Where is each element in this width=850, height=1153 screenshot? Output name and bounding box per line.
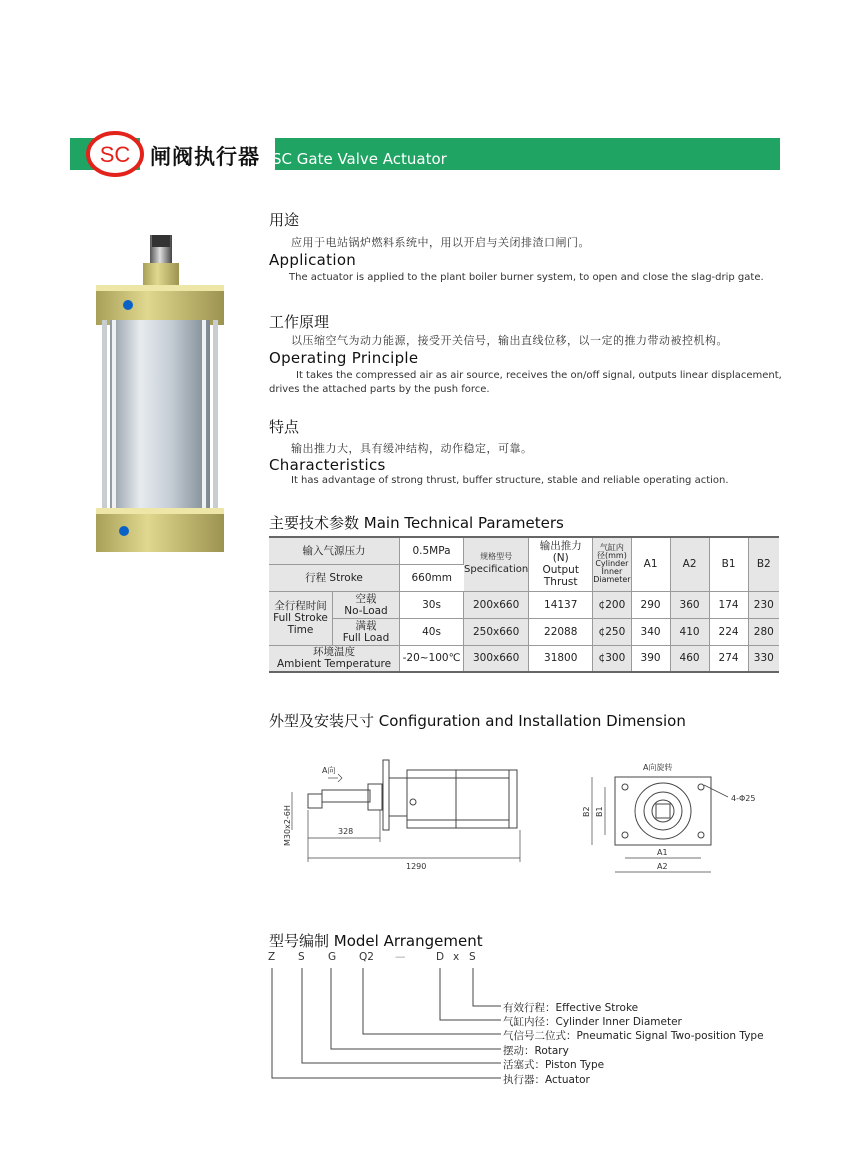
- dimension-title: 外型及安装尺寸 Configuration and Installation Dimension: [269, 712, 686, 730]
- params-table: [269, 536, 779, 673]
- model-line-rotary: 摆动：Rotary: [503, 1045, 569, 1057]
- row2-a1: 340: [631, 618, 670, 645]
- bolt-hole: [698, 784, 704, 790]
- dim-b1: B1: [595, 806, 604, 817]
- logo-text: SC: [99, 142, 131, 167]
- flange-outer-circle: [635, 783, 691, 839]
- a1-header: A1: [631, 537, 670, 591]
- page-title-cn: 闸阀执行器: [150, 145, 260, 169]
- noload-label: [333, 591, 400, 618]
- row2-a2: 410: [670, 618, 709, 645]
- a2-header: A2: [670, 537, 709, 591]
- bolt-hole: [622, 784, 628, 790]
- row2-diameter: ¢250: [593, 618, 631, 645]
- temp-value: -20~100℃: [400, 645, 464, 672]
- stroke-value: 660mm: [400, 564, 464, 591]
- model-line-diameter: 气缸内径：Cylinder Inner Diameter: [503, 1016, 682, 1028]
- row2-b1: 224: [709, 618, 748, 645]
- row1-b1: 174: [709, 591, 748, 618]
- diameter-header-en2: Inner: [601, 567, 623, 577]
- characteristics-text-en: It has advantage of strong thrust, buffer structure, stable and reliable operating action.: [291, 475, 729, 486]
- noload-value: 30s: [400, 591, 464, 618]
- principle-text-cn: 以压缩空气为动力能源，接受开关信号，输出直线位移，以一定的推力带动被控机构。: [291, 334, 728, 347]
- spec-header-cn: 规格型号: [480, 551, 513, 561]
- bolt-hole: [622, 832, 628, 838]
- row3-a1: 390: [631, 645, 670, 672]
- code-stroke-s: S: [469, 951, 476, 963]
- code-s: S: [298, 951, 305, 963]
- top-view-label: A向旋转: [643, 763, 673, 772]
- diameter-header: [593, 537, 631, 591]
- dim-328: 328: [338, 827, 354, 836]
- principle-heading-cn: 工作原理: [269, 313, 330, 331]
- row1-diameter: ¢200: [593, 591, 631, 618]
- fullload-label: [333, 618, 400, 645]
- sc-logo-icon: [86, 131, 144, 177]
- principle-text-en-1: It takes the compressed air as air source, receives the on/off signal, outputs linear displacement,: [296, 370, 782, 381]
- code-q2: Q2: [359, 951, 374, 963]
- pressure-value: 0.5MPa: [400, 537, 464, 564]
- fullload-label-en: Full Load: [342, 631, 390, 644]
- time-label-cn: 全行程时间: [274, 600, 327, 612]
- row1-b2: 230: [748, 591, 779, 618]
- principle-heading-en: Operating Principle: [269, 349, 419, 367]
- fullload-value: 40s: [400, 618, 464, 645]
- temp-label-cn: 环境温度: [313, 646, 355, 659]
- thread-label: M30x2-6H: [283, 805, 292, 846]
- code-d: D: [436, 951, 445, 963]
- diameter-header-en3: Diameter: [593, 575, 631, 585]
- pressure-label: 输入气源压力: [269, 537, 400, 564]
- row3-thrust: 31800: [529, 645, 593, 672]
- diameter-header-cn2: 径(mm): [596, 551, 627, 561]
- fullload-label-cn: 满载: [355, 619, 377, 632]
- characteristics-heading-cn: 特点: [269, 418, 300, 436]
- time-label-en1: Full Stroke: [273, 612, 328, 624]
- top-view-drawing: [570, 755, 780, 880]
- diameter-header-cn1: 气缸内: [599, 543, 624, 553]
- row2-spec: 250x660: [464, 618, 529, 645]
- thrust-header-cn: 输出推力: [539, 540, 582, 553]
- dim-a2: A2: [657, 862, 668, 871]
- dim-b2: B2: [582, 806, 591, 817]
- application-text-cn: 应用于电站锅炉燃料系统中，用以开启与关闭排渣口闸门。: [291, 236, 590, 249]
- time-label-en2: Time: [287, 624, 314, 636]
- time-label: [269, 591, 333, 645]
- row1-a1: 290: [631, 591, 670, 618]
- row3-diameter: ¢300: [593, 645, 631, 672]
- row3-spec: 300x660: [464, 645, 529, 672]
- application-heading-en: Application: [269, 251, 357, 269]
- code-g: G: [328, 951, 337, 963]
- principle-text-en-2: drives the attached parts by the push force.: [269, 384, 490, 395]
- thrust-header-en2: Thrust: [543, 576, 578, 589]
- model-title: 型号编制 Model Arrangement: [269, 932, 483, 950]
- spec-header: [464, 537, 529, 591]
- flange-square: [615, 777, 711, 845]
- characteristics-text-cn: 输出推力大，具有缓冲结构，动作稳定，可靠。: [291, 442, 533, 455]
- cylinder-body: [407, 770, 509, 828]
- noload-label-cn: 空载: [355, 592, 377, 605]
- thrust-header-unit: (N): [552, 552, 569, 565]
- row2-thrust: 22088: [529, 618, 593, 645]
- row3-a2: 460: [670, 645, 709, 672]
- temp-label: [269, 645, 400, 672]
- row1-thrust: 14137: [529, 591, 593, 618]
- rod-end: [308, 794, 322, 808]
- row1-spec: 200x660: [464, 591, 529, 618]
- mounting-flange: [383, 760, 389, 830]
- thrust-header-en1: Output: [542, 564, 579, 577]
- row1-a2: 360: [670, 591, 709, 618]
- flange-neck: [389, 778, 407, 816]
- b1-header: B1: [709, 537, 748, 591]
- thrust-header: [529, 537, 593, 591]
- b2-header: B2: [748, 537, 779, 591]
- row2-b2: 280: [748, 618, 779, 645]
- noload-label-en: No-Load: [344, 604, 388, 617]
- application-text-en: The actuator is applied to the plant boiler burner system, to open and close the slag-drip gate.: [289, 272, 764, 283]
- characteristics-heading-en: Characteristics: [269, 456, 386, 474]
- row3-b2: 330: [748, 645, 779, 672]
- model-line-stroke: 有效行程：Effective Stroke: [503, 1002, 639, 1014]
- code-z: Z: [268, 951, 276, 963]
- stroke-label: 行程 Stroke: [269, 564, 400, 591]
- code-x: x: [453, 951, 460, 963]
- air-port: [410, 799, 416, 805]
- diameter-header-en1: Cylinder: [595, 559, 629, 569]
- model-leader-lines: [265, 962, 505, 1082]
- product-image: [88, 225, 233, 565]
- spec-header-en: Specification: [464, 563, 529, 575]
- model-line-actuator: 执行器：Actuator: [503, 1074, 590, 1086]
- side-view-a-label: A向: [322, 766, 336, 775]
- page-title-en: SC Gate Valve Actuator: [272, 150, 447, 168]
- code-dash: —: [395, 951, 406, 963]
- holes-label: 4-Φ25: [731, 794, 756, 803]
- model-line-signal: 气信号二位式：Pneumatic Signal Two-position Type: [503, 1030, 764, 1042]
- dim-a1: A1: [657, 848, 668, 857]
- params-title: 主要技术参数 Main Technical Parameters: [269, 514, 564, 532]
- piston-rod: [322, 790, 370, 802]
- temp-label-en: Ambient Temperature: [276, 658, 392, 671]
- dim-1290: 1290: [406, 862, 427, 871]
- application-heading-cn: 用途: [269, 211, 300, 229]
- bolt-hole: [698, 832, 704, 838]
- side-view-drawing: [280, 752, 540, 877]
- row3-b1: 274: [709, 645, 748, 672]
- model-line-piston: 活塞式：Piston Type: [503, 1059, 605, 1071]
